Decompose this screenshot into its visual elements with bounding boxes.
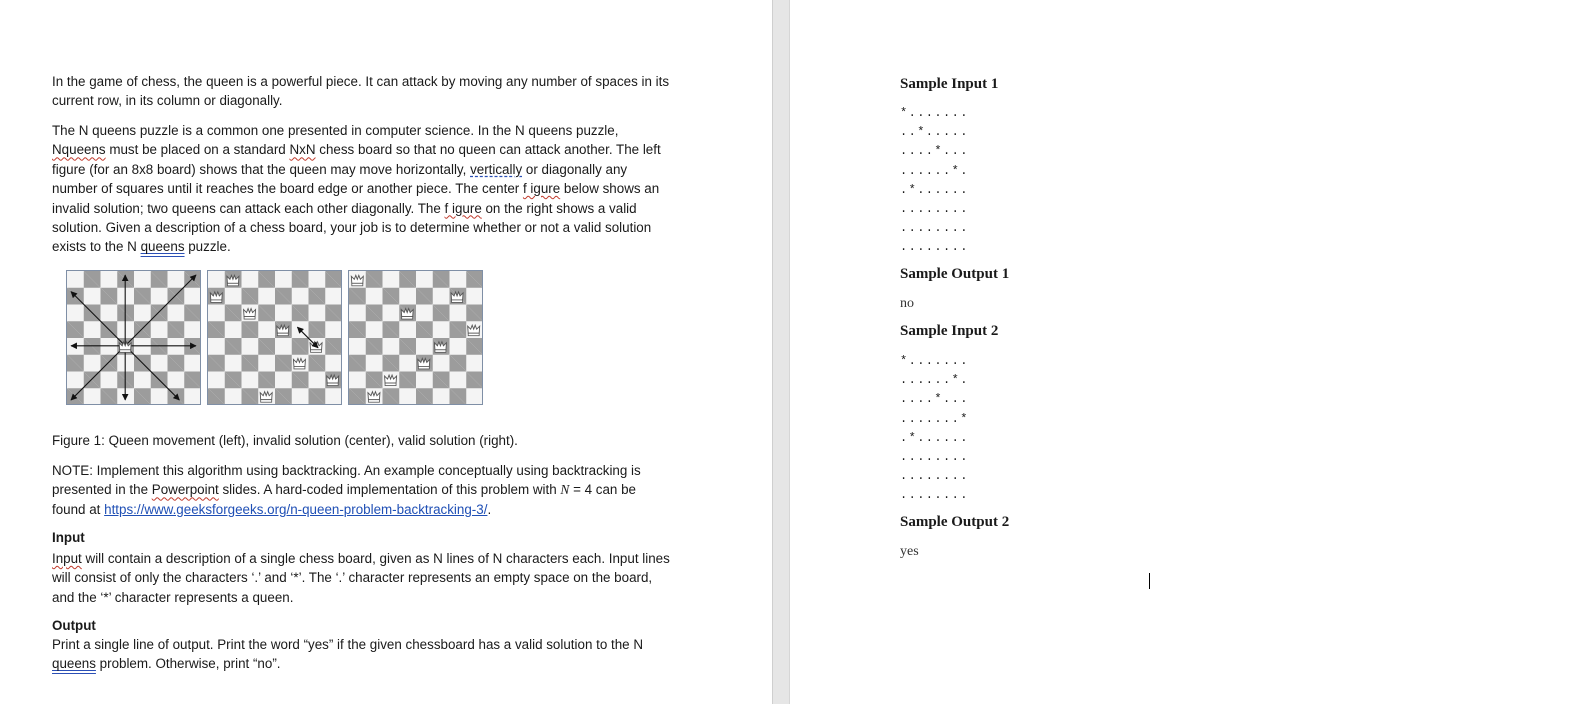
text-cursor (1149, 573, 1150, 589)
sample-grid-line: ....*... (900, 392, 969, 407)
queen-piece-icon (451, 292, 463, 303)
geeksforgeeks-link[interactable]: https://www.geeksforgeeks.org/n-queen-problem-backtracking-3/ (104, 501, 488, 517)
sample-grid-line: ........ (900, 469, 969, 484)
queen-piece-icon (293, 358, 305, 369)
invalid-solution-board (207, 270, 342, 405)
sample-grid-line: ..*..... (900, 125, 969, 140)
page-gutter (772, 0, 790, 704)
board-drawing (67, 271, 200, 404)
grammar-word[interactable]: queens (52, 656, 96, 672)
sample-grid-line: *....... (900, 106, 969, 120)
output-heading: Output (52, 618, 96, 633)
board-drawing (349, 271, 482, 404)
sample-grid-line: ........ (900, 202, 969, 216)
spellcheck-word[interactable]: NxN (289, 142, 316, 158)
input-paragraph: Input will contain a description of a single chess board, given as N lines of N characters each. Input lines will consist of only the characters ‘.’ and ‘*’. The ‘.’ character represents an empty space on the board, and the ‘*’ character represents a queen. (52, 551, 670, 605)
input-heading: Input (52, 530, 85, 545)
sample-grid-line: .*...... (900, 430, 969, 445)
valid-solution-board (348, 270, 483, 405)
sample-input-2-title: Sample Input 2 (900, 323, 999, 339)
document-page-right (790, 0, 1586, 704)
sample-grid-line: .*...... (900, 182, 969, 197)
math-n: N (560, 482, 570, 498)
chess-figure (66, 270, 486, 406)
spellcheck-word[interactable]: Nqueens (52, 142, 106, 158)
queen-piece-icon (468, 325, 480, 336)
queen-piece-icon (368, 392, 380, 403)
sample-grid-line: ........ (900, 450, 969, 464)
sample-grid-line: ........ (900, 488, 969, 503)
spellcheck-word[interactable]: f igure (444, 200, 482, 216)
queen-piece-icon (244, 309, 256, 320)
queen-piece-icon (227, 275, 239, 286)
sample-grid-line: ........ (900, 240, 969, 255)
queen-piece-icon (327, 375, 339, 386)
queen-piece-icon (385, 375, 397, 386)
queen-piece-icon (418, 358, 430, 369)
sample-output-1-title: Sample Output 1 (900, 266, 1010, 282)
queen-piece-icon (260, 392, 272, 403)
sample-grid-line: ....*... (900, 144, 969, 159)
sample-grid-line: ......*. (900, 163, 969, 178)
sample-input-1-title: Sample Input 1 (900, 76, 999, 92)
sample-grid-line: ........ (900, 221, 969, 236)
figure-caption: Figure 1: Queen movement (left), invalid solution (center), valid solution (right). (52, 433, 518, 448)
output-paragraph: Print a single line of output. Print the word “yes” if the given chessboard has a valid solution to the N queens problem. Otherwise, print “no”. (52, 637, 643, 672)
document-page-left (0, 0, 772, 704)
sample-output-2: yes (900, 544, 919, 559)
queen-piece-icon (277, 325, 289, 336)
board-drawing (208, 271, 341, 404)
queen-piece-icon (401, 309, 413, 320)
movement-arrow (71, 275, 196, 400)
puzzle-description-paragraph: The N queens puzzle is a common one presented in computer science. In the N queens puzzle, Nqueens must be placed on a standard NxN chess board so that no queen can attack another. The left figure (for an 8x8 board) shows that the queen may move horizontally, vertically or diagonally any number of squares until it reaches the board edge or another piece. The center f igure below shows an invalid solution; two queens can attack each other diagonally. The f igure on the right shows a valid solution. Given a description of a chess board, your job is to determine whether or not a valid solution exists to the N queens puzzle. (52, 123, 661, 255)
sample-grid-line: *....... (900, 354, 969, 368)
queen-piece-icon (351, 275, 363, 286)
movement-arrow (297, 327, 318, 348)
queen-piece-icon (310, 342, 322, 353)
intro-paragraph: In the game of chess, the queen is a powerful piece. It can attack by moving any number of spaces in its current row, in its column or diagonally. (52, 74, 670, 109)
grammar-word[interactable]: vertically (470, 161, 523, 177)
queen-piece-icon (434, 342, 446, 353)
spellcheck-word[interactable]: Powerpoint (151, 482, 219, 498)
queen-piece-icon (210, 292, 222, 303)
queen-movement-board (66, 270, 201, 405)
note-paragraph: NOTE: Implement this algorithm using backtracking. An example conceptually using backtracking is presented in the Powerpoint slides. A hard-coded implementation of this problem with N = 4 can be found at https://www.geeksforgeeks.org/n-queen-problem-backtracking-3/. (52, 463, 641, 517)
spellcheck-word[interactable]: f igure (522, 181, 561, 197)
spellcheck-word[interactable]: Input (52, 551, 82, 566)
sample-output-2-title: Sample Output 2 (900, 514, 1010, 530)
grammar-word[interactable]: queens (140, 239, 185, 255)
sample-grid-line: .......* (900, 411, 969, 426)
sample-grid-line: ......*. (900, 373, 969, 388)
sample-output-1: no (900, 296, 914, 311)
